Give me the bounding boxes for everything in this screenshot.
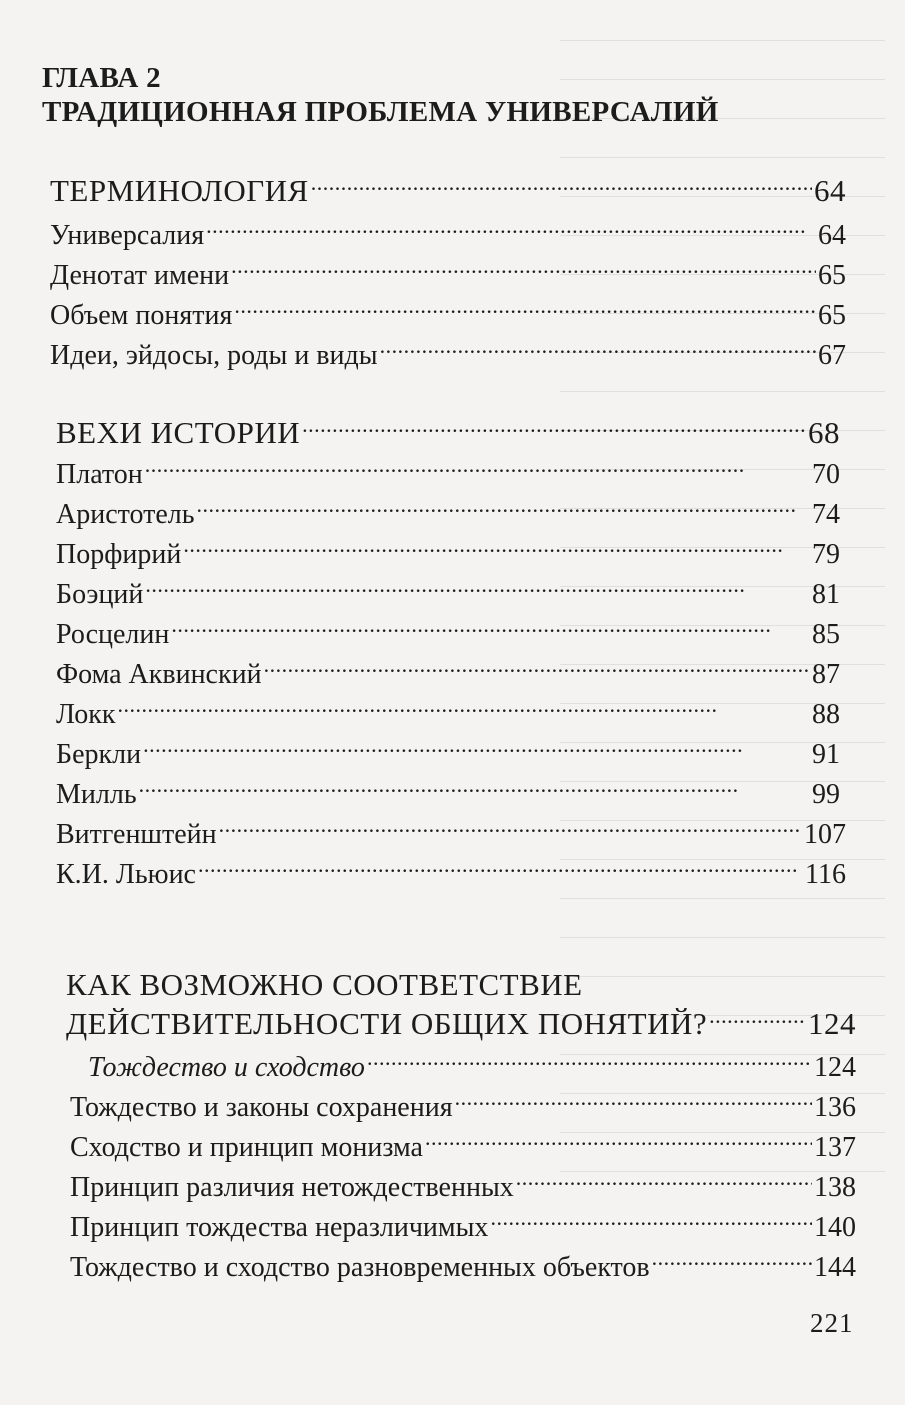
toc-page-number: 140 <box>814 1212 856 1243</box>
toc-item-title: Идеи, эйдосы, роды и виды <box>50 340 378 371</box>
leader-dots <box>652 1248 812 1276</box>
toc-page-number: 107 <box>804 819 846 850</box>
toc-page-number: 87 <box>812 659 840 690</box>
toc-page-number: 64 <box>814 173 846 208</box>
toc-item[interactable] <box>56 535 840 573</box>
toc-page-number: 79 <box>812 539 840 570</box>
toc-page-number: 124 <box>814 1052 856 1083</box>
toc-item-title: Фома Аквинский <box>56 659 262 690</box>
toc-item-title: Тождество и законы сохранения <box>70 1092 453 1123</box>
toc-subsection[interactable] <box>88 1048 856 1086</box>
leader-dots <box>219 815 802 843</box>
toc-section-title: ДЕЙСТВИТЕЛЬНОСТИ ОБЩИХ ПОНЯТИЙ? <box>66 1006 708 1041</box>
toc-page-number: 74 <box>812 499 840 530</box>
toc-page-number: 85 <box>812 619 840 650</box>
toc-page-number: 91 <box>812 739 840 770</box>
toc-item-title: Принцип различия нетождественных <box>70 1172 514 1203</box>
toc-item-title: К.И. Льюис <box>56 859 196 890</box>
toc-item[interactable] <box>56 655 840 693</box>
toc-section-correspondence[interactable] <box>66 1003 856 1042</box>
toc-section-title-line1: КАК ВОЗМОЖНО СООТВЕТСТВИЕ <box>66 967 583 1002</box>
toc-page-number: 67 <box>818 340 846 371</box>
toc-item-title: Принцип тождества неразличимых <box>70 1212 489 1243</box>
leader-dots <box>197 495 810 523</box>
toc-item[interactable] <box>50 296 846 334</box>
chapter-title: ТРАДИЦИОННАЯ ПРОБЛЕМА УНИВЕРСАЛИЙ <box>42 96 719 128</box>
leader-dots <box>455 1088 812 1116</box>
toc-item-title: Витгенштейн <box>56 819 217 850</box>
toc-page-number: 124 <box>808 1006 856 1041</box>
toc-section-history[interactable] <box>56 412 840 451</box>
toc-item-title: Милль <box>56 779 137 810</box>
toc-item[interactable] <box>70 1208 856 1246</box>
toc-item[interactable] <box>70 1168 856 1206</box>
toc-item-title: Денотат имени <box>50 260 230 291</box>
toc-item-title: Локк <box>56 699 116 730</box>
toc-page-number: 65 <box>818 300 846 331</box>
leader-dots <box>198 855 803 883</box>
toc-item-title: Объем понятия <box>50 300 233 331</box>
toc-item[interactable] <box>50 216 846 254</box>
toc-item[interactable] <box>56 735 840 773</box>
toc-item[interactable] <box>56 775 840 813</box>
leader-dots <box>183 535 810 563</box>
leader-dots <box>709 1003 806 1034</box>
toc-page-number: 138 <box>814 1172 856 1203</box>
toc-page-number: 137 <box>814 1132 856 1163</box>
toc-section-title: ВЕХИ ИСТОРИИ <box>56 415 301 450</box>
toc-item-title: Росцелин <box>56 619 170 650</box>
toc-item[interactable] <box>56 695 840 733</box>
toc-item[interactable] <box>70 1248 856 1286</box>
leader-dots <box>145 455 810 483</box>
toc-page-number: 88 <box>812 699 840 730</box>
toc-item[interactable] <box>50 336 846 374</box>
toc-item-title: Универсалия <box>50 220 205 251</box>
toc-page-number: 64 <box>818 220 846 251</box>
leader-dots <box>311 170 812 201</box>
leader-dots <box>171 615 810 643</box>
toc-item-title: Аристотель <box>56 499 195 530</box>
toc-item-title: Боэций <box>56 579 144 610</box>
toc-page-number: 136 <box>814 1092 856 1123</box>
leader-dots <box>367 1048 812 1076</box>
toc-page-number: 81 <box>812 579 840 610</box>
toc-item-title: Беркли <box>56 739 142 770</box>
toc-section-title: ТЕРМИНОЛОГИЯ <box>50 173 309 208</box>
leader-dots <box>139 775 810 803</box>
toc-section-terminology[interactable] <box>50 170 846 209</box>
leader-dots <box>380 336 816 364</box>
toc-item[interactable] <box>56 855 846 893</box>
leader-dots <box>264 655 810 683</box>
toc-item[interactable] <box>56 455 840 493</box>
toc-page-number: 65 <box>818 260 846 291</box>
leader-dots <box>490 1208 812 1236</box>
leader-dots <box>143 735 810 763</box>
toc-page-number: 68 <box>808 415 840 450</box>
leader-dots <box>145 575 810 603</box>
toc-page-number: 144 <box>814 1252 856 1283</box>
leader-dots <box>516 1168 812 1196</box>
toc-page-number: 116 <box>805 859 846 890</box>
leader-dots <box>231 256 816 284</box>
toc-subsection-title: Тождество и сходство <box>88 1052 365 1083</box>
chapter-label: ГЛАВА 2 <box>42 62 161 94</box>
toc-item[interactable] <box>56 575 840 613</box>
toc-item[interactable] <box>56 615 840 653</box>
toc-item[interactable] <box>70 1088 856 1126</box>
leader-dots <box>302 412 806 443</box>
leader-dots <box>206 216 816 244</box>
toc-page-number: 70 <box>812 459 840 490</box>
toc-item[interactable] <box>50 256 846 294</box>
leader-dots <box>234 296 816 324</box>
page-number: 221 <box>810 1308 854 1338</box>
toc-item-title: Сходство и принцип монизма <box>70 1132 423 1163</box>
leader-dots <box>425 1128 812 1156</box>
toc-item-title: Тождество и сходство разновременных объектов <box>70 1252 650 1283</box>
toc-item-title: Платон <box>56 459 143 490</box>
toc-item[interactable] <box>70 1128 856 1166</box>
leader-dots <box>118 695 811 723</box>
toc-item[interactable] <box>56 495 840 533</box>
toc-item-title: Порфирий <box>56 539 182 570</box>
toc-item[interactable] <box>56 815 846 853</box>
toc-page-number: 99 <box>812 779 840 810</box>
